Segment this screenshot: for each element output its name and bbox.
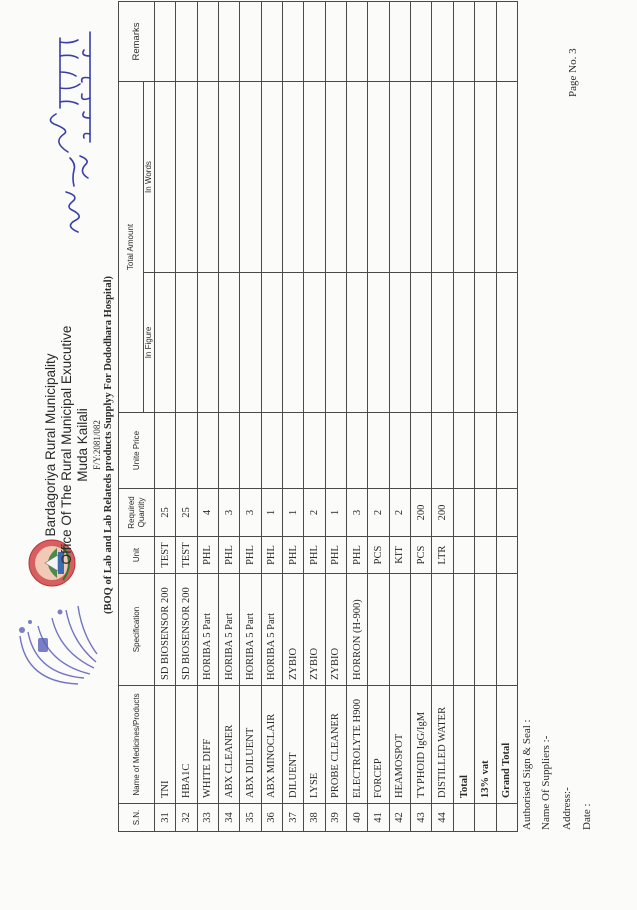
row-product-name: ABX MINOCLAIR xyxy=(261,686,282,804)
row-unit-price xyxy=(176,413,197,489)
page-number: Page No. 3 xyxy=(567,48,579,97)
table-row xyxy=(155,2,176,832)
table-row xyxy=(389,2,410,832)
row-in-figure xyxy=(347,273,368,413)
row-sn: 33 xyxy=(197,804,218,832)
row-unit-price xyxy=(240,413,261,489)
row-specification xyxy=(389,574,410,686)
row-product-name: ELECTROLYTE H900 xyxy=(347,686,368,804)
row-specification xyxy=(411,574,432,686)
row-product-name: FORCEP xyxy=(368,686,389,804)
supplier-name-label: Name Of Suppliers :- xyxy=(540,735,552,830)
row-unit: KIT xyxy=(389,537,410,574)
row-unit-price xyxy=(197,413,218,489)
row-remarks xyxy=(283,2,304,82)
row-specification xyxy=(432,574,453,686)
row-sn: 40 xyxy=(347,804,368,832)
row-unit: PCS xyxy=(411,537,432,574)
vat-label: 13% vat xyxy=(475,686,496,804)
row-unit-price xyxy=(283,413,304,489)
office-name: Office Of The Rural Municipal Exucutive xyxy=(59,325,74,565)
row-product-name: TYPHOID IgG/IgM xyxy=(411,686,432,804)
date-label: Date : xyxy=(581,803,593,830)
row-sn: 43 xyxy=(411,804,432,832)
row-sn: 38 xyxy=(304,804,325,832)
row-product-name: ABX DILUENT xyxy=(240,686,261,804)
office-place: Muda Kailali xyxy=(75,408,90,482)
header-sn: S.N. xyxy=(119,804,155,832)
row-specification: ZYBIO xyxy=(283,574,304,686)
row-unit-price xyxy=(155,413,176,489)
row-sn: 44 xyxy=(432,804,453,832)
row-specification: HORRON (H-900) xyxy=(347,574,368,686)
table-row xyxy=(176,2,197,832)
municipality-name: Bardagoriya Rural Municipality xyxy=(43,353,58,537)
row-sn: 34 xyxy=(219,804,240,832)
row-in-figure xyxy=(155,273,176,413)
row-unit-price xyxy=(219,413,240,489)
row-in-figure xyxy=(325,273,346,413)
row-in-figure xyxy=(389,273,410,413)
row-unit: PHL xyxy=(347,537,368,574)
row-product-name: DISTILLED WATER xyxy=(432,686,453,804)
table-row xyxy=(325,2,346,832)
row-specification: SD BIOSENSOR 200 xyxy=(176,574,197,686)
row-remarks xyxy=(347,2,368,82)
header-unit: Unit xyxy=(119,537,155,574)
row-unit: PCS xyxy=(368,537,389,574)
row-remarks xyxy=(240,2,261,82)
total-row xyxy=(453,2,474,832)
authorised-sign-label: Authorised Sign & Seal : xyxy=(521,719,533,830)
row-product-name: WHITE DIFF xyxy=(197,686,218,804)
row-product-name: TNI xyxy=(155,686,176,804)
grand-total-label: Grand Total xyxy=(496,686,517,804)
row-quantity: 2 xyxy=(368,489,389,537)
table-row xyxy=(411,2,432,832)
row-in-figure xyxy=(283,273,304,413)
row-in-figure xyxy=(176,273,197,413)
table-row xyxy=(261,2,282,832)
row-in-words xyxy=(283,82,304,273)
grand-total-row xyxy=(496,2,517,832)
row-in-words xyxy=(389,82,410,273)
header-quantity: Required Quantity xyxy=(119,489,155,537)
row-quantity: 25 xyxy=(155,489,176,537)
row-sn: 37 xyxy=(283,804,304,832)
header-in-figure: In Figure xyxy=(144,273,155,413)
row-quantity: 4 xyxy=(197,489,218,537)
row-unit: PHL xyxy=(219,537,240,574)
row-unit-price xyxy=(304,413,325,489)
header-name: Name of Medicines/Products xyxy=(119,686,155,804)
total-label: Total xyxy=(453,686,474,804)
row-quantity: 3 xyxy=(219,489,240,537)
row-unit: PHL xyxy=(261,537,282,574)
row-quantity: 25 xyxy=(176,489,197,537)
row-specification: ZYBIO xyxy=(325,574,346,686)
row-in-words xyxy=(368,82,389,273)
row-in-words xyxy=(325,82,346,273)
row-unit-price xyxy=(411,413,432,489)
row-sn: 35 xyxy=(240,804,261,832)
address-label: Address:- xyxy=(561,787,573,830)
row-unit-price xyxy=(261,413,282,489)
row-remarks xyxy=(389,2,410,82)
row-specification: SD BIOSENSOR 200 xyxy=(155,574,176,686)
row-quantity: 3 xyxy=(240,489,261,537)
boq-title: (BOQ of Lab and Lab Relateds products Supplyy For Dododhara Hospital) xyxy=(103,276,114,615)
row-specification xyxy=(368,574,389,686)
row-quantity: 3 xyxy=(347,489,368,537)
row-quantity: 200 xyxy=(411,489,432,537)
row-in-words xyxy=(197,82,218,273)
row-in-figure xyxy=(432,273,453,413)
row-unit: LTR xyxy=(432,537,453,574)
header-remarks: Remarks xyxy=(119,2,155,82)
row-sn: 39 xyxy=(325,804,346,832)
vat-row xyxy=(475,2,496,832)
row-in-words xyxy=(432,82,453,273)
row-specification: HORIBA 5 Part xyxy=(240,574,261,686)
row-specification: ZYBIO xyxy=(304,574,325,686)
table-row xyxy=(197,2,218,832)
row-specification: HORIBA 5 Part xyxy=(219,574,240,686)
row-unit-price xyxy=(432,413,453,489)
row-remarks xyxy=(304,2,325,82)
row-in-figure xyxy=(411,273,432,413)
row-product-name: LYSE xyxy=(304,686,325,804)
row-in-figure xyxy=(304,273,325,413)
row-quantity: 200 xyxy=(432,489,453,537)
row-product-name: ABX CLEANER xyxy=(219,686,240,804)
row-unit-price xyxy=(325,413,346,489)
header-specification: Specification xyxy=(119,574,155,686)
row-quantity: 2 xyxy=(389,489,410,537)
row-sn: 36 xyxy=(261,804,282,832)
row-product-name: DILUENT xyxy=(283,686,304,804)
row-sn: 41 xyxy=(368,804,389,832)
row-unit: PHL xyxy=(283,537,304,574)
row-remarks xyxy=(197,2,218,82)
row-quantity: 1 xyxy=(325,489,346,537)
row-in-words xyxy=(261,82,282,273)
table-row xyxy=(283,2,304,832)
row-in-figure xyxy=(240,273,261,413)
row-in-words xyxy=(411,82,432,273)
header-unit-price: Unite Price xyxy=(119,413,155,489)
row-product-name: PROBE CLEANER xyxy=(325,686,346,804)
row-in-words xyxy=(240,82,261,273)
row-specification: HORIBA 5 Part xyxy=(261,574,282,686)
row-in-figure xyxy=(197,273,218,413)
row-specification: HORIBA 5 Part xyxy=(197,574,218,686)
row-unit-price xyxy=(368,413,389,489)
row-product-name: HEAMOSPOT xyxy=(389,686,410,804)
row-unit: PHL xyxy=(240,537,261,574)
row-sn: 42 xyxy=(389,804,410,832)
row-in-words xyxy=(219,82,240,273)
row-quantity: 1 xyxy=(283,489,304,537)
row-remarks xyxy=(176,2,197,82)
table-row xyxy=(432,2,453,832)
row-remarks xyxy=(432,2,453,82)
table-row xyxy=(219,2,240,832)
row-unit: PHL xyxy=(325,537,346,574)
row-sn: 31 xyxy=(155,804,176,832)
header-total-amount: Total Amount xyxy=(119,82,144,413)
row-remarks xyxy=(261,2,282,82)
table-row xyxy=(240,2,261,832)
row-in-words xyxy=(176,82,197,273)
row-unit-price xyxy=(389,413,410,489)
row-remarks xyxy=(219,2,240,82)
row-unit-price xyxy=(347,413,368,489)
fiscal-year: F/Y:2081/082 xyxy=(92,420,102,470)
row-in-figure xyxy=(368,273,389,413)
row-remarks xyxy=(411,2,432,82)
table-row xyxy=(347,2,368,832)
row-product-name: HBA1C xyxy=(176,686,197,804)
row-in-words xyxy=(155,82,176,273)
row-in-figure xyxy=(219,273,240,413)
row-remarks xyxy=(368,2,389,82)
row-unit: PHL xyxy=(304,537,325,574)
row-unit: TEST xyxy=(176,537,197,574)
row-remarks xyxy=(325,2,346,82)
table-row xyxy=(368,2,389,832)
header-in-words: In Words xyxy=(144,82,155,273)
officer-signature xyxy=(28,18,103,238)
row-quantity: 2 xyxy=(304,489,325,537)
row-in-words xyxy=(347,82,368,273)
boq-table xyxy=(118,1,518,832)
row-unit: PHL xyxy=(197,537,218,574)
row-quantity: 1 xyxy=(261,489,282,537)
row-sn: 32 xyxy=(176,804,197,832)
row-unit: TEST xyxy=(155,537,176,574)
row-in-figure xyxy=(261,273,282,413)
row-in-words xyxy=(304,82,325,273)
table-row xyxy=(304,2,325,832)
row-remarks xyxy=(155,2,176,82)
